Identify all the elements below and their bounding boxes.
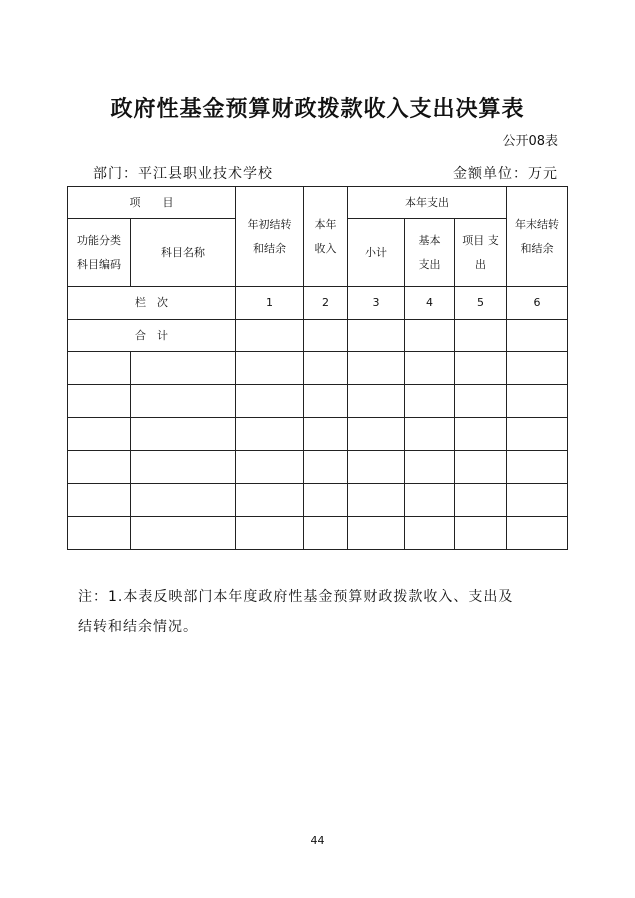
header-project-line2: 出 <box>475 257 486 271</box>
cell <box>507 517 568 550</box>
header-end-balance <box>507 187 568 287</box>
cell <box>507 451 568 484</box>
footnote-line2: 结转和结余情况。 <box>78 619 198 635</box>
header-subtotal: 小计 <box>348 219 405 287</box>
header-func-class-line1: 功能分类 <box>77 233 121 247</box>
cell <box>236 385 304 418</box>
cell <box>304 517 348 550</box>
cell <box>304 352 348 385</box>
row-numbers-label: 栏 次 <box>68 287 236 320</box>
col-number: 1 <box>236 287 304 320</box>
cell <box>68 352 131 385</box>
department-label: 部门：平江县职业技术学校 <box>93 166 273 182</box>
header-end-balance-line2: 和结余 <box>520 241 554 255</box>
header-income-line2: 收入 <box>314 241 337 255</box>
cell <box>507 352 568 385</box>
header-begin-balance-line2: 和结余 <box>253 241 286 255</box>
cell <box>507 484 568 517</box>
header-func-class <box>68 219 131 287</box>
cell <box>68 517 131 550</box>
cell <box>405 418 455 451</box>
cell <box>348 484 405 517</box>
table-row <box>68 352 568 385</box>
col-number: 6 <box>507 287 568 320</box>
cell <box>131 352 236 385</box>
cell <box>68 484 131 517</box>
cell <box>131 451 236 484</box>
header-begin-balance-line1: 年初结转 <box>247 217 292 231</box>
cell <box>304 484 348 517</box>
header-basic-line1: 基本 <box>418 233 441 247</box>
cell <box>348 418 405 451</box>
footnote <box>78 582 578 642</box>
page-title: 政府性基金预算财政拨款收入支出决算表 <box>110 97 525 122</box>
cell <box>455 484 507 517</box>
footnote-line1: 注：1.本表反映部门本年度政府性基金预算财政拨款收入、支出及 <box>78 589 514 605</box>
header-subject-name: 科目名称 <box>131 219 236 287</box>
cell <box>405 320 455 352</box>
cell <box>131 418 236 451</box>
header-income-line1: 本年 <box>314 217 337 231</box>
cell <box>236 352 304 385</box>
cell <box>131 385 236 418</box>
cell <box>68 418 131 451</box>
header-basic <box>405 219 455 287</box>
cell <box>236 517 304 550</box>
cell <box>455 320 507 352</box>
cell <box>304 451 348 484</box>
header-end-balance-line1: 年末结转 <box>515 217 559 231</box>
cell <box>348 385 405 418</box>
total-row <box>68 320 568 352</box>
cell <box>455 517 507 550</box>
cell <box>455 352 507 385</box>
budget-table <box>67 186 568 550</box>
header-project <box>455 219 507 287</box>
cell <box>405 352 455 385</box>
cell <box>348 320 405 352</box>
header-begin-balance <box>236 187 304 287</box>
unit-label: 金额单位：万元 <box>453 166 558 182</box>
cell <box>507 385 568 418</box>
form-code: 公开08表 <box>502 134 558 149</box>
cell <box>455 385 507 418</box>
row-numbers <box>68 287 568 320</box>
cell <box>304 385 348 418</box>
header-item: 项 目 <box>68 187 236 219</box>
cell <box>455 451 507 484</box>
cell <box>405 385 455 418</box>
col-number: 5 <box>455 287 507 320</box>
cell <box>304 320 348 352</box>
table-row <box>68 451 568 484</box>
cell <box>131 517 236 550</box>
cell <box>405 484 455 517</box>
col-number: 2 <box>304 287 348 320</box>
cell <box>304 418 348 451</box>
table-row <box>68 517 568 550</box>
cell <box>348 352 405 385</box>
cell <box>68 451 131 484</box>
cell <box>236 451 304 484</box>
cell <box>68 385 131 418</box>
cell <box>507 418 568 451</box>
cell <box>236 484 304 517</box>
table-row <box>68 484 568 517</box>
page-number: 44 <box>310 834 325 847</box>
header-income <box>304 187 348 287</box>
cell <box>405 517 455 550</box>
cell <box>348 451 405 484</box>
cell <box>236 418 304 451</box>
cell <box>507 320 568 352</box>
cell <box>348 517 405 550</box>
header-func-class-line2: 科目编码 <box>77 257 121 271</box>
table-row <box>68 418 568 451</box>
col-number: 4 <box>405 287 455 320</box>
total-label: 合 计 <box>68 320 236 352</box>
cell <box>236 320 304 352</box>
cell <box>455 418 507 451</box>
col-number: 3 <box>348 287 405 320</box>
cell <box>131 484 236 517</box>
header-basic-line2: 支出 <box>418 257 441 271</box>
header-expense: 本年支出 <box>348 187 507 219</box>
table-row <box>68 385 568 418</box>
header-project-line1: 项目 支 <box>462 233 499 247</box>
cell <box>405 451 455 484</box>
